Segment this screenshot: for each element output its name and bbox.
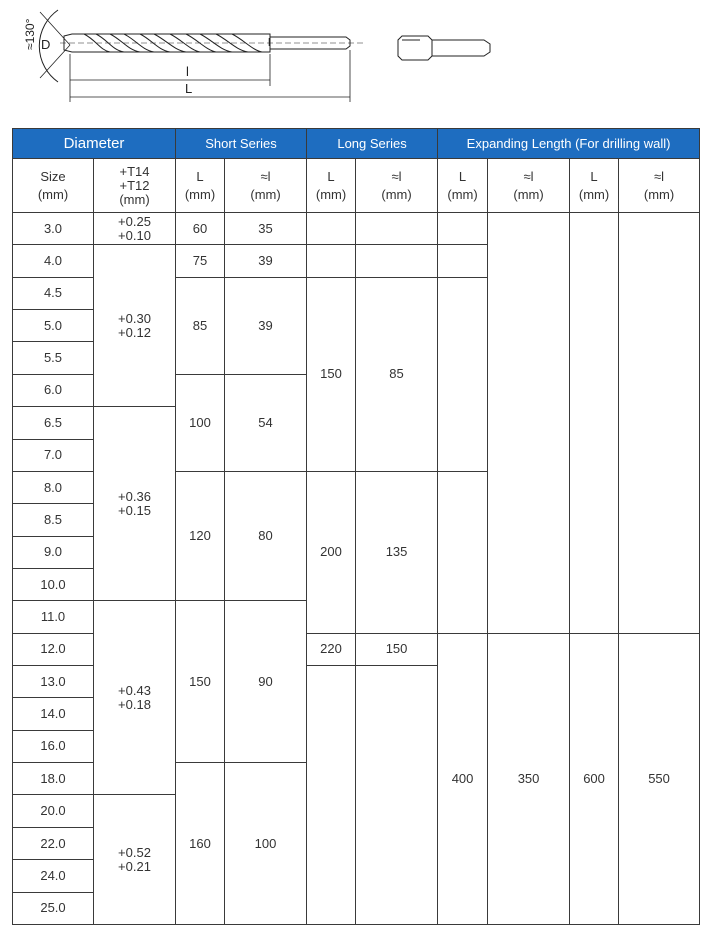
size-cell: 20.0 [13,795,94,827]
long-L-cell: 150 [307,277,356,471]
size-cell: 5.5 [13,342,94,374]
exp-L2-cell: 600 [570,633,619,924]
angle-label: ≈130° [23,18,37,50]
subheader-exp-l1: ≈l (mm) [488,159,570,213]
short-L-cell: 100 [176,374,225,471]
subheader-short-l: ≈l (mm) [225,159,307,213]
short-L-cell: 120 [176,471,225,600]
exp-L1-cell: 400 [438,633,488,924]
tolerance-cell: +0.30 +0.12 [94,245,176,407]
subheader-exp-L2: L (mm) [570,159,619,213]
side-l-label: l [268,37,271,49]
size-cell: 8.5 [13,504,94,536]
long-L-cell: 200 [307,471,356,633]
short-L-cell: 85 [176,277,225,374]
long-l-empty [356,666,438,925]
total-length-label: L [185,81,193,96]
size-cell: 4.5 [13,277,94,309]
size-cell: 14.0 [13,698,94,730]
subheader-long-L: L (mm) [307,159,356,213]
exp-L1-empty [438,213,488,245]
short-l-cell: 54 [225,374,307,471]
long-l-cell: 150 [356,633,438,665]
size-cell: 9.0 [13,536,94,568]
long-L-empty [307,213,356,245]
exp-L1-empty [438,277,488,471]
size-cell: 25.0 [13,892,94,924]
flute-length-label: l [186,64,189,79]
short-l-cell: 100 [225,763,307,925]
short-L-cell: 160 [176,763,225,925]
size-cell: 6.0 [13,374,94,406]
long-l-cell: 85 [356,277,438,471]
short-l-cell: 90 [225,601,307,763]
long-l-cell: 135 [356,471,438,633]
header-expanding: Expanding Length (For drilling wall) [438,129,700,159]
size-cell: 16.0 [13,730,94,762]
header-row [13,129,700,159]
subheader-exp-l2: ≈l (mm) [619,159,700,213]
size-cell: 7.0 [13,439,94,471]
subheader-long-l: ≈l (mm) [356,159,438,213]
diameter-label: D [41,37,51,52]
size-cell: 22.0 [13,827,94,859]
long-L-empty [307,666,356,925]
size-cell: 5.0 [13,310,94,342]
size-cell: 18.0 [13,763,94,795]
exp-L1-empty [438,471,488,633]
long-L-cell: 220 [307,633,356,665]
tolerance-cell: +0.52 +0.21 [94,795,176,925]
size-cell: 4.0 [13,245,94,277]
tolerance-cell: +0.43 +0.18 [94,601,176,795]
short-L-cell: 60 [176,213,225,245]
tolerance-cell: +0.36 +0.15 [94,407,176,601]
subheader-short-L: L (mm) [176,159,225,213]
exp-L2-empty [570,213,619,634]
size-cell: 3.0 [13,213,94,245]
size-cell: 10.0 [13,568,94,600]
short-l-cell: 39 [225,245,307,277]
short-L-cell: 150 [176,601,225,763]
subheader-exp-L1: L (mm) [438,159,488,213]
size-cell: 8.0 [13,471,94,503]
subheader-size: Size (mm) [13,159,94,213]
subheader-tolerance: +T14 +T12 (mm) [94,159,176,213]
header-long-series: Long Series [307,129,438,159]
size-cell: 24.0 [13,860,94,892]
exp-l2-empty [619,213,700,634]
subheader-row [13,159,700,213]
long-L-empty [307,245,356,277]
shank-view [398,36,490,60]
header-short-series: Short Series [176,129,307,159]
size-cell: 12.0 [13,633,94,665]
exp-l1-empty [488,213,570,634]
drill-drawing [0,0,710,118]
header-diameter: Diameter [13,129,176,159]
short-L-cell: 75 [176,245,225,277]
spec-table [12,128,700,925]
exp-l2-cell: 550 [619,633,700,924]
size-cell: 6.5 [13,407,94,439]
tolerance-cell: +0.25 +0.10 [94,213,176,245]
size-cell: 11.0 [13,601,94,633]
table-row [13,213,700,245]
long-l-empty [356,245,438,277]
exp-l1-cell: 350 [488,633,570,924]
exp-L1-empty [438,245,488,277]
short-l-cell: 39 [225,277,307,374]
short-l-cell: 80 [225,471,307,600]
long-l-empty [356,213,438,245]
size-cell: 13.0 [13,666,94,698]
short-l-cell: 35 [225,213,307,245]
